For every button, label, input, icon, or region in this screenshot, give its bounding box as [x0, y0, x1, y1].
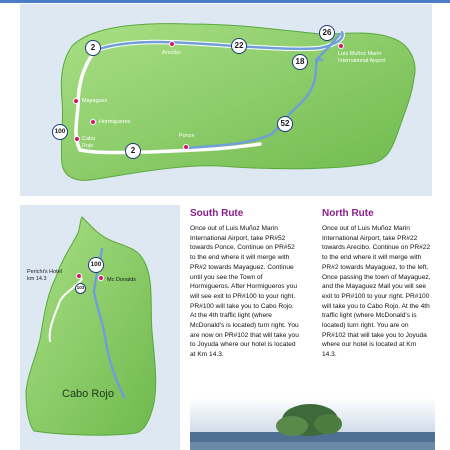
pin-hormigueros — [90, 119, 96, 125]
pin-mayaguez — [73, 98, 79, 104]
pin-perichis-hotel — [76, 273, 82, 279]
highway-52-shield: 52 — [277, 116, 293, 132]
highway-18-shield: 18 — [292, 54, 308, 70]
label-mayaguez: Mayaguez — [82, 98, 108, 104]
cabo-rojo-highway-103-shield: 103 — [75, 283, 86, 294]
highway-2-west-shield: 2 — [85, 40, 101, 56]
label-airport: Luis Muñoz Marin International Airport — [338, 51, 386, 64]
pin-arecibo — [169, 41, 175, 47]
north-route-text: Once out of Luis Muñoz Marin International Airport, take PR#22 towards Arecibo. Continue on PR#22 to the end where it will merge with PR#2 towards Mayaguez, to the left. Once passing the town of Mayaguez, and the Mayaguez Mall you will see exit to PR#100 to your right. PR#100 will take you to Cabo Rojo. At the 4th traffic light (where McDonald's is located) turn right. You are on PR#102 that will take you to Joyuda where our hotel is located at Km 14.3. — [322, 225, 431, 359]
label-cabo-rojo-region: Cabo Rojo — [62, 388, 114, 400]
cabo-rojo-landmass — [26, 217, 156, 435]
pin-cabo-rojo — [74, 136, 80, 142]
south-route-title: South Rute — [190, 208, 244, 219]
label-perichis-hotel: Perichi's Hotel km 14.3 — [27, 269, 62, 282]
north-route-title: North Rute — [322, 208, 374, 219]
highway-22-shield: 22 — [231, 38, 247, 54]
highway-2-south-shield: 2 — [125, 143, 141, 159]
island-map — [20, 4, 432, 196]
pin-airport — [338, 43, 344, 49]
cabo-rojo-highway-100-shield: 100 — [88, 257, 104, 273]
cabo-rojo-graphic — [20, 205, 180, 450]
highway-100-shield: 100 — [52, 124, 68, 140]
label-mcdonalds: Mc Donalds — [107, 277, 137, 283]
label-cabo-rojo: Cabo Rojo — [82, 136, 96, 149]
pin-mcdonalds — [98, 275, 104, 281]
label-arecibo: Arecibo — [162, 50, 181, 56]
pin-ponce — [183, 144, 189, 150]
label-hormigueros: Hormigueros — [99, 119, 131, 125]
label-ponce: Ponce — [179, 133, 195, 139]
landscape-photo-graphic — [190, 398, 435, 450]
south-route-text: Once out of Luis Muñoz Marin International Airport, take PR#52 towards Ponce. Continue on PR#52 to the end where it will merge with PR#2 towards Mayaguez. Continue until you see the Town of Hormigueros. After Hormigueros you will see exit to PR#100 to your right. PR#100 will take you to Cabo Rojo. At the 4th traffic light (where McDonald's is located) turn right. You are now on PR#102 that will take you to Joyuda where our hotel is located at Km 14.3. — [190, 225, 299, 359]
highway-26-shield: 26 — [319, 25, 335, 41]
cabo-rojo-map — [20, 205, 180, 450]
top-strip — [0, 0, 450, 3]
landscape-photo — [190, 398, 435, 450]
